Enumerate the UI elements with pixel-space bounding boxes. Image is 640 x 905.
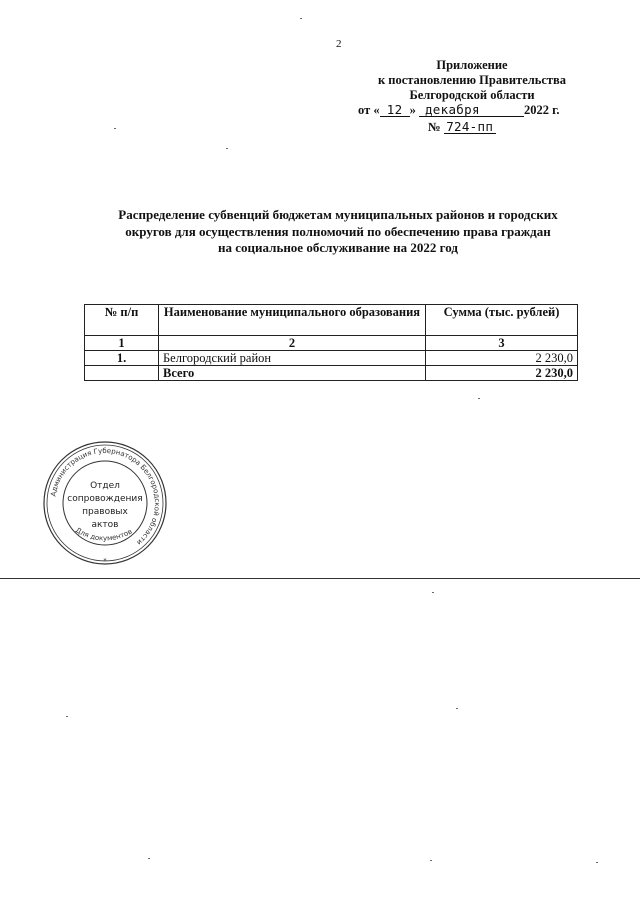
scan-speck <box>456 708 458 709</box>
stamp-bottom-text: Для документов <box>74 526 134 543</box>
document-title <box>100 207 576 257</box>
appendix-title: Приложение <box>436 58 508 72</box>
resolution-number <box>428 120 496 135</box>
stamp-line-2: сопровождения <box>67 494 143 504</box>
scan-speck <box>430 860 432 861</box>
stamp-line-1: Отдел <box>90 481 120 491</box>
table-index-row <box>85 336 578 351</box>
date-month: декабря <box>419 103 524 117</box>
scan-speck <box>478 398 480 399</box>
title-line-2: округов для осуществления полномочий по обеспечению права граждан <box>125 223 551 239</box>
row-municipality: Белгородский район <box>159 351 426 366</box>
appendix-header <box>340 58 604 103</box>
table-row <box>85 351 578 366</box>
table-header-row <box>85 305 578 336</box>
scan-speck <box>114 128 116 129</box>
row-number: 1. <box>85 351 159 366</box>
page-number: 2 <box>336 38 342 50</box>
scan-speck <box>432 592 434 593</box>
header-municipality: Наименование муниципального образования <box>159 305 426 336</box>
stamp-ring-text: Администрация Губернатора Белгородской области <box>49 446 162 547</box>
scan-fold-line <box>0 578 640 579</box>
scan-speck <box>300 18 302 19</box>
appendix-line-3: Белгородской области <box>409 88 535 102</box>
stamp-line-3: правовых <box>82 507 128 517</box>
total-number <box>85 366 159 381</box>
scan-speck <box>66 716 68 717</box>
total-label: Всего <box>159 366 426 381</box>
distribution-table <box>84 304 578 381</box>
index-cell-3: 3 <box>426 336 578 351</box>
scan-speck <box>148 858 150 859</box>
title-line-3: на социальное обслуживание на 2022 год <box>218 240 458 255</box>
header-number: № п/п <box>85 305 159 336</box>
date-prefix: от « <box>358 103 380 117</box>
office-stamp <box>40 438 170 568</box>
table-total-row <box>85 366 578 381</box>
date-quote-close: » <box>409 103 416 117</box>
index-cell-1: 1 <box>85 336 159 351</box>
date-year: 2022 г. <box>523 103 560 117</box>
row-sum: 2 230,0 <box>426 351 578 366</box>
resolution-date <box>358 103 560 118</box>
date-day: 12 <box>380 103 410 117</box>
number-value: 724-пп <box>444 120 496 134</box>
number-prefix: № <box>428 120 441 134</box>
appendix-line-2: к постановлению Правительства <box>377 73 567 87</box>
stamp-line-4: актов <box>91 520 119 530</box>
total-sum: 2 230,0 <box>426 366 578 381</box>
title-line-1: Распределение субвенций бюджетам муниципальных районов и городских <box>118 207 558 222</box>
stamp-star-icon: * <box>103 557 107 565</box>
scan-speck <box>226 148 228 149</box>
scan-speck <box>596 862 598 863</box>
index-cell-2: 2 <box>159 336 426 351</box>
header-sum: Сумма (тыс. рублей) <box>426 305 578 336</box>
